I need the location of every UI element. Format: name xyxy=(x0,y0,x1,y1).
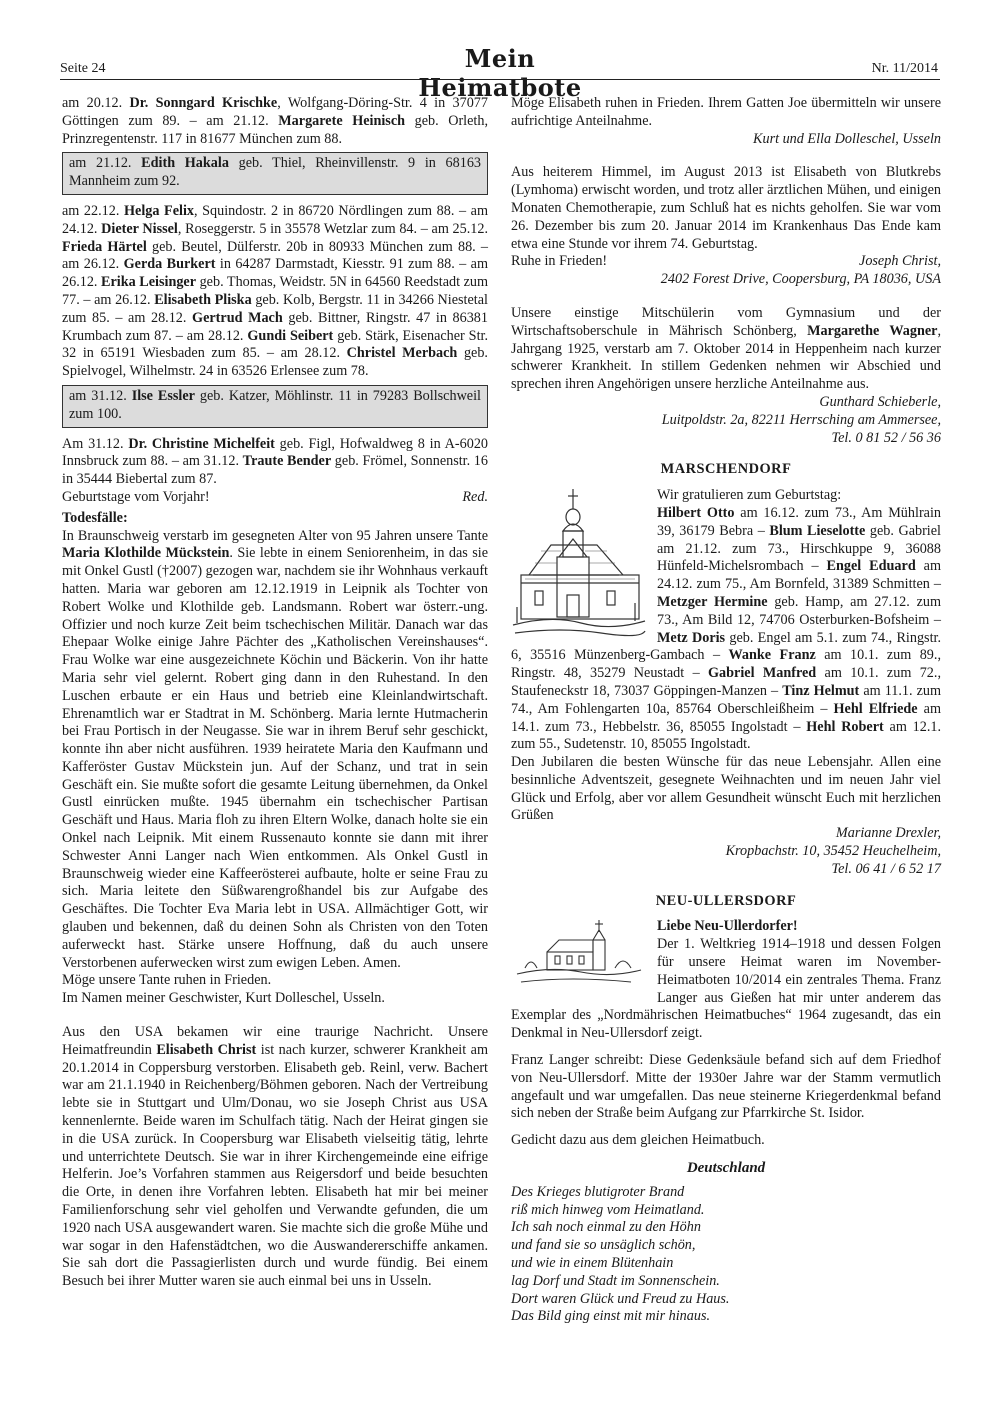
poem-line: riß mich hinweg vom Heimatland. xyxy=(511,1201,705,1218)
marschendorf-section xyxy=(511,487,941,754)
poem-line: und wie in einem Blütenhain xyxy=(511,1255,674,1272)
christ-letter: Aus heiterem Himmel, im August 2013 ist Elisabeth von Blutkrebs (Lymhoma) erwischt worden, und trotz aller ärztlichen Mühen, und einigen Monaten Chemotherapie, zum Schluß hat es nichts geholfen. Sie war vom 26. Dezember bis zum 20. Januar 2014 im Krankenhaus Das Ende kam etwa eine Stunde vor ihrem 74. Geburtstag. xyxy=(511,164,941,252)
birthday-paragraph-2: am 22.12. Helga Felix, Squindostr. 2 in 86720 Nördlingen zum 88. – am 24.12. Dieter Nissel, Roseggerstr. 5 in 35578 Wetzlar zum 84. – am 25.12. Frieda Härtel geb. Beutel, Dülferstr. 20b in 80933 München zum 88. – am 26.12. Gerda Burkert in 64287 Darmstadt, Kiesstr. 91 zum 88. – am 26.12. Erika Leisinger geb. Thomas, Weidstr. 5N in 64560 Reedstadt zum 77. – am 26.12. Elisabeth Pliska geb. Kolb, Bergstr. 11 in 34266 Niestetal zum 85. – am 28.12. Gertrud Mach geb. Bittner, Ringstr. 47 in 86381 Krumbach zum 87. – am 28.12. Gundi Seibert geb. Stärk, Eisenacher Str. 32 in 65191 Wiesbaden zum 85. – am 28.12. Christel Merbach geb. Spielvogel, Wilhelmstr. 24 in 63526 Erlensee zum 78. xyxy=(62,202,489,380)
spacer xyxy=(511,289,941,305)
obituary-signature: Im Namen meiner Geschwister, Kurt Dolleschel, Usseln. xyxy=(62,990,385,1007)
marschendorf-signature-address: Kropbachstr. 10, 35452 Heuchelheim, xyxy=(725,843,941,860)
highlight-box-essler: am 31.12. Ilse Essler geb. Katzer, Möhlinstr. 11 in 79283 Bollschweil zum 100. xyxy=(62,385,488,428)
bold-name: Hilbert Otto xyxy=(657,504,735,521)
bold-name: Blum Lieselotte xyxy=(769,522,866,539)
poem xyxy=(511,1184,941,1326)
birthday-paragraph-3: Am 31.12. Dr. Christine Michelfeit geb. Figl, Hofwaldweg 8 in A-6020 Innsbruck zum 88. – am 31.12. Traute Bender geb. Frömel, Sonnenstr. 16 in 35444 Biebertal zum 87. xyxy=(62,435,489,488)
bold-name: Margarete Heinisch xyxy=(278,112,406,129)
previous-year-note: Geburtstage vom Vorjahr! xyxy=(62,488,210,505)
bold-name: Dieter Nissel xyxy=(101,220,178,237)
spacer xyxy=(511,148,941,164)
marschendorf-wishes: Den Jubilaren die besten Wünsche für das neue Lebensjahr. Allen eine besinnliche Adventszeit, gesegnete Weihnachten und im neuen Jahr viel Glück und Erfolg, aber vor allem Gesundheit wünscht Euch mit herzlichen Grüßen xyxy=(511,754,941,824)
bold-name: Hehl Robert xyxy=(806,718,884,735)
section-title-marschendorf: MARSCHENDORF xyxy=(660,461,792,478)
birthday-previous-year-line xyxy=(62,489,488,507)
poem-line: lag Dorf und Stadt im Sonnenschein. xyxy=(511,1272,720,1289)
bold-name: Margarethe Wagner xyxy=(807,322,938,339)
poem-line: Das Bild ging einst mit mir hinaus. xyxy=(511,1308,711,1325)
condolence-signature: Kurt und Ella Dolleschel, Usseln xyxy=(753,130,941,147)
birthday-paragraph-1: am 20.12. Dr. Sonngard Krischke, Wolfgang-Döring-Str. 4 in 37077 Göttingen zum 89. – am 21.12. Margarete Heinisch geb. Orleth, Prinzregentenstr. 117 in 81677 München zum 88. xyxy=(62,95,488,147)
bold-name: Edith Hakala xyxy=(141,155,229,172)
christ-letter-closing-line xyxy=(511,253,941,271)
bold-name: Tinz Helmut xyxy=(782,682,860,699)
neu-ullersdorf-salutation: Liebe Neu-Ullerdorfer! xyxy=(657,918,798,935)
bold-name: Metzger Hermine xyxy=(657,593,768,610)
bold-name: Gertrud Mach xyxy=(192,309,283,326)
church-illustration-neu-ullersdorf xyxy=(511,918,647,988)
spacer xyxy=(511,1043,941,1052)
bold-name: Maria Klothilde Mückstein xyxy=(62,545,230,562)
bold-name: Engel Eduard xyxy=(826,558,916,575)
bold-name: Ilse Essler xyxy=(131,387,195,404)
issue-number: Nr. 11/2014 xyxy=(871,61,938,76)
christ-letter-address: 2402 Forest Drive, Coopersburg, PA 18036, USA xyxy=(660,271,941,288)
church-illustration-marschendorf xyxy=(511,487,647,639)
poem-line: und fand sie so unsäglich schön, xyxy=(511,1237,696,1254)
masthead-logo: Mein Heimatbote xyxy=(418,44,582,102)
left-column xyxy=(62,95,488,1291)
obituary-christ: Aus den USA bekamen wir eine traurige Nachricht. Unsere Heimatfreundin Elisabeth Christ ist nach kurzer, schwerer Krankheit am 20.1.2014 in Coppersburg verstorben. Elisabeth geb. Reinl, verw. Bachert war am 21.1.1940 in Reichenberg/Böhmen geboren. Nach der Vertreibung lebte sie in Stuttgart und Ulm/Donau, wo sie Joseph Christ aus USA kennenlernte. Beide waren im Schulfach tätig. Nach der Heirat gingen sie in die USA zurück. In Coopersburg war Elisabeth vielseitig tätig, lehrte und unterrichtete Deutsch. Sie war in ihrer Kirchengemeinde eine eifrige Helferin. Joe’s Vorfahren stammen aus Reigersdorf und beide besuchten die Orte, in denen ihre Vorfahren lebten. Elisabeth hat mir bei meiner Familienforschung sehr viel geholfen und Verwandte gefunden, die um 1920 nach USA ausgewandert waren. Sie machte sich die große Mühe und war sogar in den Hafenstädtchen, wo die Auswandererschiffe ankamen. Sie sah dort die Passagierlisten durch und wurde fündig. Bei einem Besuch bei ihrer Mutter waren sie auch einmal bei uns in Usseln. xyxy=(62,1024,488,1290)
bold-name: Erika Leisinger xyxy=(101,274,197,291)
obituary-wagner: Unsere einstige Mitschülerin vom Gymnasium und der Wirtschaftsoberschule in Mährisch Schönberg, Margarethe Wagner, Jahrgang 1925, verstarb am 7. Oktober 2014 in Heppenheim nach kurzer schwerer Krankheit. In stillem Gedenken nehmen wir Abschied und sprechen ihren Angehörigen unsere herzliche Anteilnahme aus. xyxy=(511,304,941,393)
bold-name: Elisabeth Pliska xyxy=(154,291,252,308)
bold-name: Elisabeth Christ xyxy=(156,1041,257,1058)
neu-ullersdorf-poem-intro: Gedicht dazu aus dem gleichen Heimatbuch. xyxy=(511,1132,765,1149)
bold-name: Gabriel Manfred xyxy=(708,665,817,682)
marschendorf-signature-phone: Tel. 06 41 / 6 52 17 xyxy=(831,860,941,877)
bold-name: Metz Doris xyxy=(657,629,726,646)
bold-name: Traute Bender xyxy=(242,453,332,470)
poem-title: Deutschland xyxy=(686,1160,766,1177)
bold-name: Hehl Elfriede xyxy=(833,700,918,717)
marschendorf-signature-name: Marianne Drexler, xyxy=(835,825,941,842)
deaths-heading: Todesfälle: xyxy=(62,509,128,526)
bold-name: Wanke Franz xyxy=(728,647,816,664)
wagner-signature-address: Luitpoldstr. 2a, 82211 Herrsching am Ammersee, xyxy=(661,411,941,428)
highlight-box-hakala: am 21.12. Edith Hakala geb. Thiel, Rheinvillenstr. 9 in 68163 Mannheim zum 92. xyxy=(62,152,488,195)
bold-name: Frieda Härtel xyxy=(62,238,147,255)
header-rule xyxy=(60,79,940,80)
bold-name: Gundi Seibert xyxy=(247,327,334,344)
poem-line: Dort waren Glück und Freud zu Haus. xyxy=(511,1290,730,1307)
editor-signature: Red. xyxy=(462,488,488,505)
poem-line: Ich sah noch einmal zu den Höhn xyxy=(511,1219,701,1236)
obituary-mueckstein: In Braunschweig verstarb im gesegneten Alter von 95 Jahren unsere Tante Maria Klothilde Mückstein. Sie lebte in einem Seniorenheim, in das sie mit Onkel Gustl (†2007) gezogen war, nachdem sie ihr Wohnhaus verkauft hatten. Maria war geboren am 12.12.1919 in Leipnik als Tochter von Robert Wolke und Klothilde geb. Landsmann. Robert war österr.-ung. Offizier und noch kurze Zeit beim tschechischen Militär. Danach war das Ehepaar Wolke einige Jahre Pächter des „Katholischen Vereinshauses“. Frau Wolke war eine ausgezeichnete Köchin und Bäckerin. Von ihr hatte Maria sehr viel gelernt. Robert ging dann in den Ruhestand. In den Luschen erbaute er ein Haus und betrieb eine Kleinlandwirtschaft. Ehrenamtlich war er Stadtrat in M. Schönberg. Maria lernte Hutmacherin bei Frau Portisch in der Neugasse. Sie war in ihrem Beruf sehr geschickt, konnte ihn aber nicht ausführen. 1939 heiratete Maria den Kaufmann und Kafferöster Gustav Mückstein jun. Auf der Schanz, und trat in sein Geschäft ein. Sie mußte sofort die gesamte Leitung übernehmen, da Onkel Gustl einrücken mußte. 1945 übernahm ein tschechischer Partisan Geschäft und Haus. Maria floh zu ihren Eltern Wolke, danach holte sie ein Onkel nach Leipnik. Mit einem Russenauto konnte sie dann mit ihrer Schwester Anni Langer nach Wien entkommen. Als Onkel Gustl in Braunschweig wieder eine Kaffeerösterei aufbaute, holte er seine Frau zu sich. Maria leitete den Süßwarengroßhandel bis zur Aufgabe des Geschäftes. Die Tochter Eva Maria lebt in USA. Allmächtiger Gott, wir glauben und bekennen, daß du deinen Sohn als Christen von den Toten auferweckt hast. Stärke unsere Hoffnung, daß du auch unsere Verstorbenen auferwecken wirst zum ewigen Leben. Amen. xyxy=(62,527,488,971)
neu-ullersdorf-section xyxy=(511,918,941,1043)
bold-name: Dr. Christine Michelfeit xyxy=(128,435,275,452)
section-title-neu-ullersdorf: NEU-ULLERSDORF xyxy=(655,892,797,909)
spacer xyxy=(62,1008,488,1024)
neu-ullersdorf-intro: Der 1. Weltkrieg 1914–1918 und dessen Folgen für unsere Heimat waren im November-Heimatboten 10/2014 ein zentrales Thema. Franz Langer aus Gießen hat mir unter anderem das Exemplar des „Nordmährischen Heimatbuches“ 1964 zugesandt, das ein Denkmal in Neu-Ullersdorf zeigt. xyxy=(511,936,941,1042)
bold-name: Dr. Sonngard Krischke xyxy=(129,95,278,111)
obituary-closing-line: Möge unsere Tante ruhen in Frieden. xyxy=(62,972,272,989)
neu-ullersdorf-monument-text: Franz Langer schreibt: Diese Gedenksäule befand sich auf dem Friedhof von Neu-Ullersdorf. Mitte der 1930er Jahre war der Stamm vermutlich angefault und war umgefallen. Das neue steinerne Kriegerdenkmal befand sich neben der Straße beim Aufgang zur Pfarrkirche St. Isidor. xyxy=(511,1052,941,1122)
wagner-signature-phone: Tel. 0 81 52 / 56 36 xyxy=(831,429,941,446)
marschendorf-intro: Wir gratulieren zum Geburtstag: xyxy=(657,487,842,504)
bold-name: Gerda Burkert xyxy=(123,256,216,273)
marschendorf-birthdays: Hilbert Otto am 16.12. zum 73., Am Mühlrain 39, 36179 Bebra – Blum Lieselotte geb. Gabriel am 21.12. zum 73., Hirschkuppe 9, 36088 Hünfeld-Michelsrombach – Engel Eduard am 24.12. zum 75., Am Bornfeld, 31389 Schmitten – Metzger Hermine geb. Hamp, am 27.12. zum 73., Am Bild 12, 74706 Osterburken-Bofsheim – Metz Doris geb. Engel am 5.1. zum 74., Ringstr. 6, 35516 Münzenberg-Gambach – Wanke Franz am 10.1. zum 89., Ringstr. 48, 35279 Neustadt – Gabriel Manfred am 10.1. zum 72., Staufeneckstr 18, 73037 Göppingen-Manzen – Tinz Helmut am 11.1. zum 74., Am Fohlengarten 10a, 85764 Oberschleißheim – Hehl Elfriede am 14.1. zum 73., Hebbelstr. 36, 85055 Ingolstadt – Hehl Robert am 12.1. zum 55., Sudetenstr. 10, 85055 Ingolstadt. xyxy=(511,504,942,753)
poem-line: Des Krieges blutigroter Brand xyxy=(511,1183,685,1200)
bold-name: Christel Merbach xyxy=(346,345,458,362)
page-number: Seite 24 xyxy=(60,61,106,76)
christ-letter-closing: Ruhe in Frieden! xyxy=(511,253,608,270)
spacer xyxy=(511,1123,941,1132)
bold-name: Helga Felix xyxy=(124,202,195,219)
right-column xyxy=(511,95,941,1326)
wagner-signature-name: Gunthard Schieberle, xyxy=(819,393,941,410)
condolence-paragraph: Möge Elisabeth ruhen in Frieden. Ihrem Gatten Joe übermitteln wir unsere aufrichtige Anteilnahme. xyxy=(511,95,941,129)
christ-letter-signature-name: Joseph Christ, xyxy=(859,253,941,270)
